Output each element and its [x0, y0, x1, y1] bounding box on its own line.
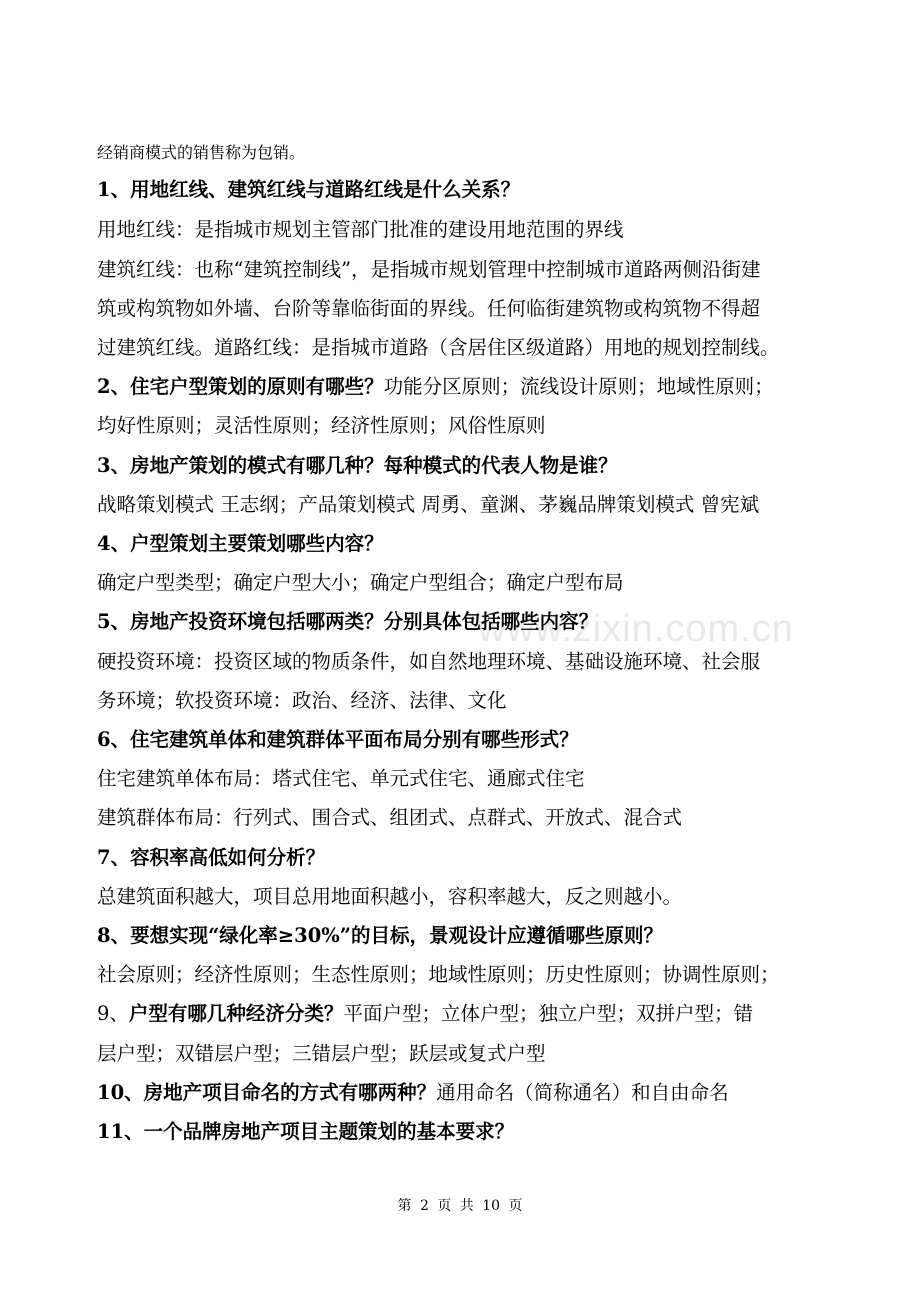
question-7: 7、容积率高低如何分析？: [97, 846, 326, 869]
question-1: 1、用地红线、建筑红线与道路红线是什么关系？: [97, 178, 521, 201]
answer-6-line-2: 建筑群体布局：行列式、围合式、组团式、点群式、开放式、混合式: [97, 806, 683, 829]
watermark-text: www.zixin.com.cn: [478, 608, 794, 650]
answer-1-line-4: 过建筑红线。道路红线：是指城市道路（含居住区级道路）用地的规划控制线。: [97, 336, 780, 359]
question-10: 10、房地产项目命名的方式有哪两种？: [97, 1081, 437, 1104]
answer-2-part-1: 功能分区原则；流线设计原则；地域性原则；: [383, 375, 774, 398]
question-6: 6、住宅建筑单体和建筑群体平面布局分别有哪些形式？: [97, 728, 579, 751]
answer-4: 确定户型类型；确定户型大小；确定户型组合；确定户型布局: [97, 571, 624, 594]
answer-10: 通用命名（简称通名）和自由命名: [436, 1081, 729, 1104]
answer-5-line-1: 硬投资环境：投资区域的物质条件，如自然地理环境、基础设施环境、社会服: [97, 650, 761, 673]
question-9-number: 9、: [97, 1002, 129, 1025]
page-footer: 第 2 页 共 10 页: [397, 1198, 523, 1214]
answer-7: 总建筑面积越大，项目总用地面积越小，容积率越大，反之则越小。: [97, 885, 683, 908]
question-2-line: [97, 377, 774, 397]
question-10-line: [97, 1083, 729, 1103]
question-5: 5、房地产投资环境包括哪两类？分别具体包括哪些内容？: [97, 610, 599, 633]
answer-8: 社会原则；经济性原则；生态性原则；地域性原则；历史性原则；协调性原则；: [97, 963, 780, 986]
question-3: 3、房地产策划的模式有哪几种？每种模式的代表人物是谁？: [97, 454, 618, 477]
answer-5-line-2: 务环境；软投资环境：政治、经济、法律、文化: [97, 689, 507, 712]
question-8: 8、要想实现“绿化率≥30%”的目标，景观设计应遵循哪些原则？: [97, 924, 664, 947]
answer-9-line-2: 层户型；双错层户型；三错层户型；跃层或复式户型: [97, 1042, 546, 1065]
intro-line: 经销商模式的销售称为包销。: [97, 143, 306, 162]
answer-1-line-2: 建筑红线：也称“建筑控制线”，是指城市规划管理中控制城市道路两侧沿街建: [97, 258, 761, 281]
answer-1-line-3: 筑或构筑物如外墙、台阶等靠临街面的界线。任何临街建筑物或构筑物不得超: [97, 297, 761, 320]
question-11: 11、一个品牌房地产项目主题策划的基本要求？: [97, 1120, 515, 1143]
answer-9-part-1: 平面户型；立体户型；独立户型；双拼户型；错: [343, 1002, 753, 1025]
answer-1-line-1: 用地红线：是指城市规划主管部门批准的建设用地范围的界线: [97, 218, 624, 241]
answer-6-line-1: 住宅建筑单体布局：塔式住宅、单元式住宅、通廊式住宅: [97, 767, 585, 790]
question-4: 4、户型策划主要策划哪些内容？: [97, 532, 384, 555]
question-2: 2、住宅户型策划的原则有哪些？: [97, 375, 384, 398]
answer-2-line-2: 均好性原则；灵活性原则；经济性原则；风俗性原则: [97, 414, 546, 437]
question-9-line: [97, 1004, 753, 1024]
question-9: 户型有哪几种经济分类？: [128, 1002, 344, 1025]
answer-3: 战略策划模式 王志纲；产品策划模式 周勇、童渊、茅巍品牌策划模式 曾宪斌: [97, 493, 760, 516]
